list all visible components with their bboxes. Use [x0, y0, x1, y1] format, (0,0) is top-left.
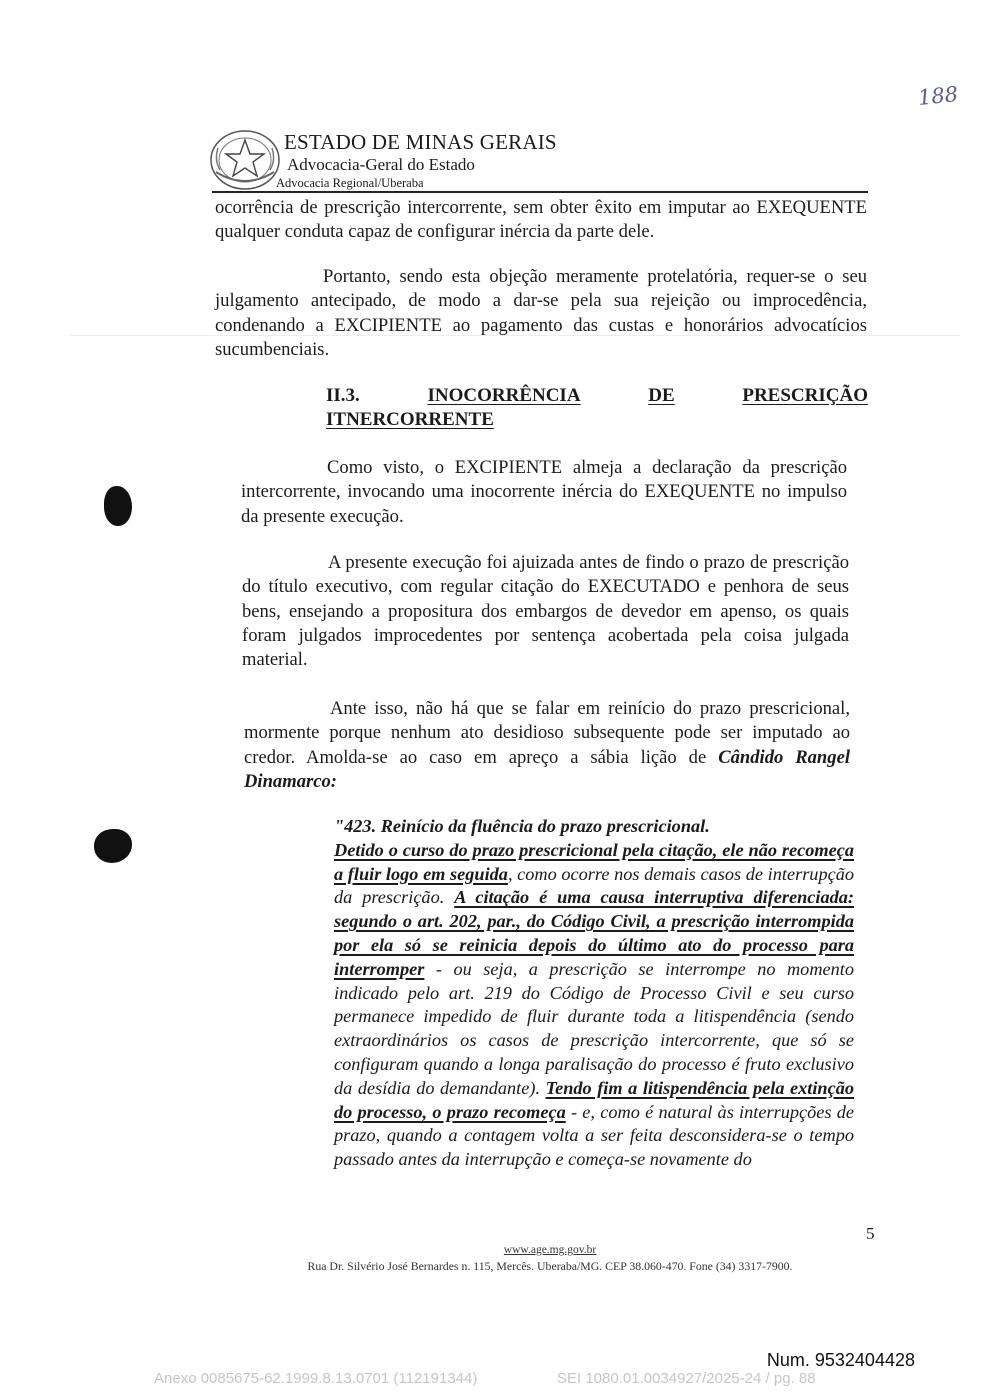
- paragraph-1: ocorrência de prescrição intercorrente, sem obter êxito em imputar ao EXEQUENTE qualquer conduta capaz de configurar inércia da parte dele.: [215, 197, 867, 243]
- quote-title: "423. Reinício da fluência do prazo prescricional.: [334, 816, 710, 836]
- cited-author: Cândido Rangel Dinamarco:: [244, 746, 850, 792]
- header-regional: Advocacia Regional/Uberaba: [276, 176, 424, 190]
- quote-emphasis-3: Tendo fim a litispendência pela extinção do processo, o prazo recomeça: [334, 1077, 854, 1122]
- section-word-3: PRESCRIÇÃO: [742, 385, 868, 406]
- paragraph-4: A presente execução foi ajuizada antes de findo o prazo de prescrição do título executivo, com regular citação do EXECUTADO e penhora de seus bens, ensejando a propositura dos embargos de devedor em apenso, os quais foram julgados improcedentes por sentença acobertada pela coisa julgada material.: [242, 552, 849, 671]
- quote-emphasis-2: A citação é uma causa interruptiva diferenciada: segundo o art. 202, par., do Código Civil, a prescrição interrompida por ela só se reinicia depois do último ato do processo para interromper: [334, 887, 854, 979]
- page-number: 5: [866, 1224, 875, 1243]
- paragraph-5-text: Ante isso, não há que se falar em reinício do prazo prescricional, mormente porque nenhum ato desidioso subsequente pode ser imputado ao credor. Amolda-se ao caso em apreço a sábia lição de: [244, 698, 850, 768]
- paragraph-3: Como visto, o EXCIPIENTE almeja a declaração da prescrição intercorrente, invocando uma inocorrente inércia do EXEQUENTE no impulso da presente execução.: [241, 457, 847, 527]
- coat-of-arms-seal-icon: [208, 128, 282, 192]
- sei-stamp: SEI 1080.01.0034927/2025-24 / pg. 88: [557, 1370, 816, 1387]
- section-word-2: DE: [648, 385, 675, 406]
- quote-text-2: - ou seja, a prescrição se interrompe no momento indicado pelo art. 219 do Código de Processo Civil e seu curso permanece impedido de fluir durante toda a litispendência (sendo extraordinários os casos de prescrição intercorrente, que só se configuram quando a longa paralisação do processo é fruto exclusivo da desídia do demandante).: [334, 958, 854, 1098]
- section-word-4: ITNERCORRENTE: [326, 409, 494, 430]
- section-heading: [326, 384, 868, 432]
- annex-stamp: Anexo 0085675-62.1999.8.13.0701 (112191344): [154, 1370, 478, 1387]
- header-state-name: ESTADO DE MINAS GERAIS: [284, 130, 557, 154]
- paragraph-2: Portanto, sendo esta objeção meramente protelatória, requer-se o seu julgamento antecipado, de modo a dar-se pela sua rejeição ou improcedência, condenando a EXCIPIENTE ao pagamento das custas e honorários advocatícios sucumbenciais.: [215, 266, 867, 360]
- section-number: II.3.: [326, 385, 360, 406]
- header-rule: [212, 191, 868, 193]
- footer-website: www.age.mg.gov.br: [503, 1244, 597, 1256]
- punch-hole-mark: [104, 486, 132, 526]
- header-agency: Advocacia-Geral do Estado: [287, 155, 475, 174]
- handwritten-page-stamp: 188: [916, 81, 960, 111]
- document-number-stamp: Num. 9532404428: [766, 1350, 915, 1370]
- quote-text-3: - e, como é natural às interrupções de prazo, quando a contagem volta a ser feita desconsidera-se o tempo passado antes da interrupção e começa-se novamente do: [334, 1101, 854, 1170]
- punch-hole-mark: [94, 829, 132, 863]
- paragraph-5: [244, 697, 850, 794]
- footer-address: Rua Dr. Silvério José Bernardes n. 115, Mercês. Uberaba/MG. CEP 38.060-470. Fone (34) 3317-7900.: [307, 1259, 793, 1273]
- section-word-1: INOCORRÊNCIA: [427, 385, 581, 406]
- quote-emphasis-1: Detido o curso do prazo prescricional pela citação, ele não recomeça a fluir logo em seguida: [334, 839, 854, 884]
- block-quote: [334, 815, 854, 1172]
- quote-text-1: , como ocorre nos demais casos de interrupção da prescrição.: [334, 863, 854, 908]
